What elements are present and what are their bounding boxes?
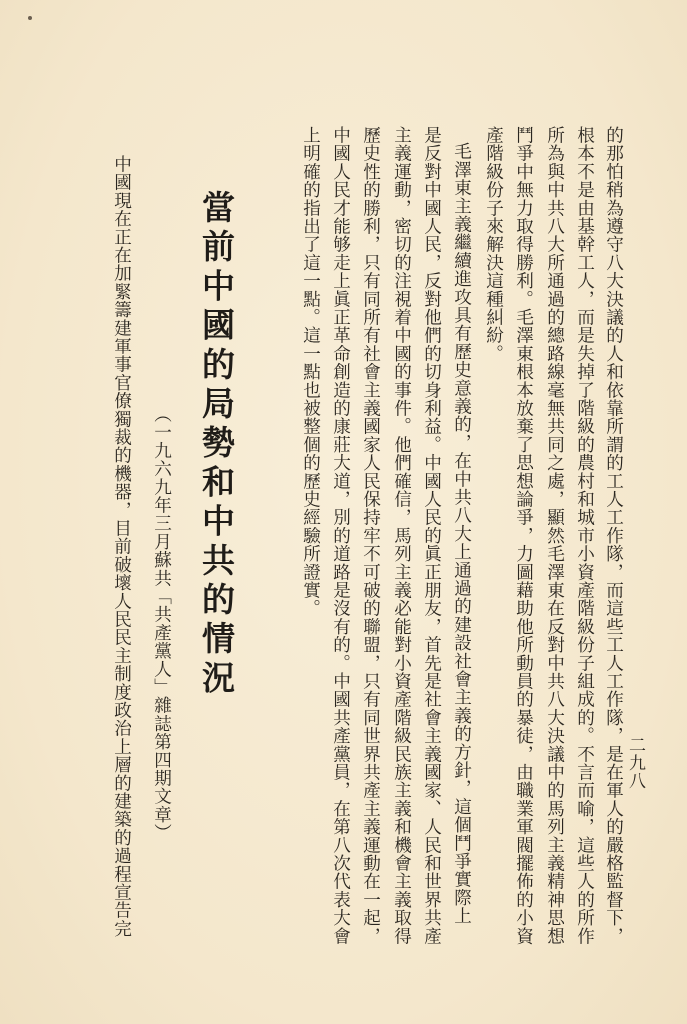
body-text-line-2: 根本不是由基幹工人，而是失掉了階級的農村和城市小資產階級份子組成的。不言而喻，這些人的所作 <box>574 126 595 945</box>
article-title: 當前中國的局勢和中共的情況 <box>197 190 236 700</box>
body-text-line-10: 中國人民才能够走上眞正革命創造的康莊大道，別的道路是沒有的。中國共產黨員，在第八次代表大會 <box>330 126 351 945</box>
article-first-line: 中國現在正在加緊籌建軍事官僚獨裁的機器，目前破壞人民民主制度政治上層的建築的過程宣告完 <box>111 155 132 938</box>
body-text-line-3: 所為與中共八大所通過的總路線毫無共同之處，顯然毛澤東在反對中共八大決議中的馬列主義精神思想 <box>544 126 565 945</box>
body-text-line-11: 上明確的指出了這一點。這一點也被整個的歷史經驗所證實。 <box>300 126 321 618</box>
article-subtitle: （一九六九年三月蘇共「共產黨人」雜誌第四期文章） <box>151 405 172 842</box>
body-text-line-1: 的那怕稍為遵守八大決議的人和依靠所謂的工人工作隊，而這些工人工作隊，是在軍人的嚴格監督下， <box>603 126 624 945</box>
body-text-line-6: 毛澤東主義繼續進攻具有歷史意義的，在中共八大上通過的建設社會主義的方針，這個鬥爭實際上 <box>451 124 472 925</box>
body-text-line-5: 產階級份子來解決這種糾紛。 <box>483 126 504 363</box>
body-text-line-4: 鬥爭中無力取得勝利。毛澤東根本放棄了思想論爭，力圖藉助他所動員的暴徒，由職業軍閥擺佈的小資 <box>513 126 534 945</box>
body-text-line-7: 是反對中國人民，反對他們的切身利益。中國人民的眞正朋友，首先是社會主義國家、人民和世界共產 <box>421 126 442 945</box>
body-text-line-8: 主義運動，密切的注視着中國的事件。他們確信，馬列主義必能對小資產階級民族主義和機會主義取得 <box>391 126 412 945</box>
page-number: 二九八 <box>625 736 645 790</box>
body-text-line-9: 歷史性的勝利，只有同所有社會主義國家人民保持牢不可破的聯盟，只有同世界共產主義運動在一起， <box>360 126 381 945</box>
page-mark <box>28 16 32 20</box>
